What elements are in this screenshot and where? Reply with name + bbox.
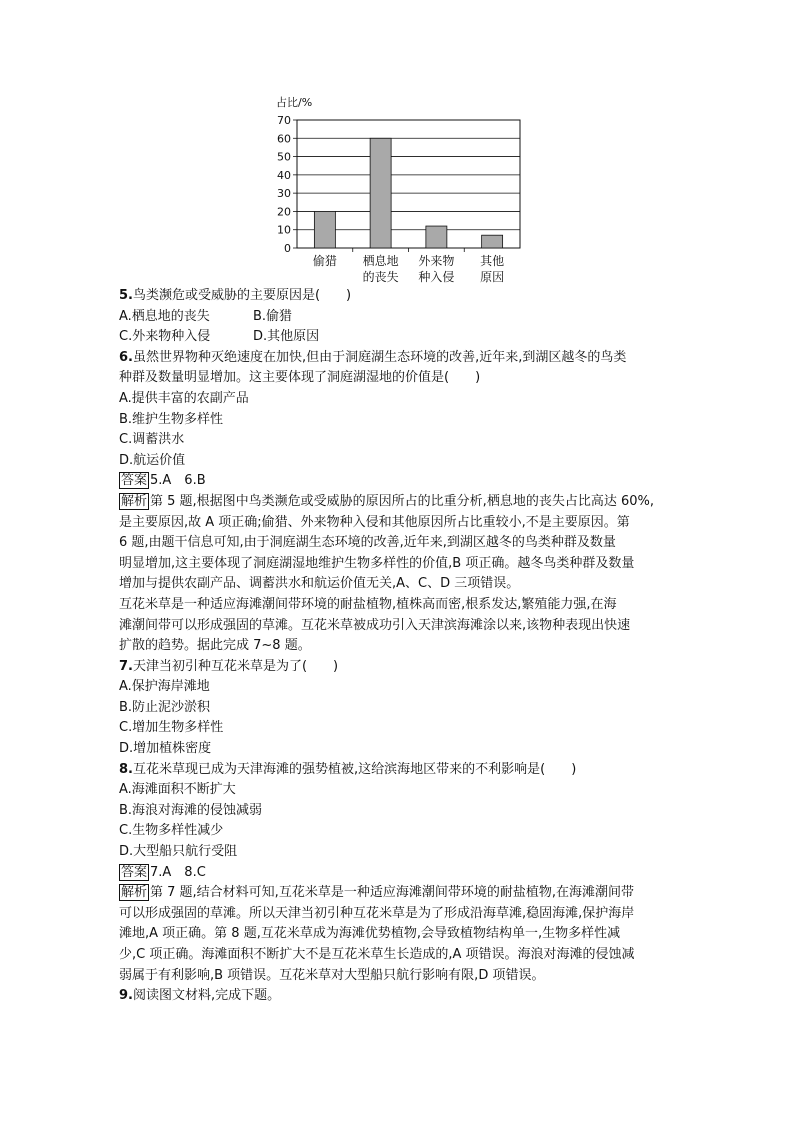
x-category-label: 外来物	[418, 254, 455, 268]
q8-stem: 互花米草现已成为天津海滩的强势植被,这给滨海地区带来的不利影响是( )	[132, 761, 577, 777]
y-tick-labels	[277, 114, 291, 255]
q7-number: 7.	[119, 658, 133, 674]
q5-option-b: B.偷猎	[253, 308, 293, 324]
q5-option-d: D.其他原因	[253, 329, 320, 345]
y-tick-label: 0	[284, 242, 291, 255]
analysis-text: 第 5 题,根据图中鸟类濒危或受威胁的原因所占的比重分析,栖息地的丧失占比高达 60%,	[150, 493, 654, 509]
analysis-line: 6 题,由题干信息可知,由于洞庭湖生态环境的改善,近年来,到湖区越冬的鸟类种群及数量	[119, 535, 616, 551]
answer-text: 7.A 8.C	[150, 864, 206, 880]
q6-number: 6.	[119, 349, 133, 365]
analysis-line: 滩地,A 项正确。第 8 题,互花米草成为海滩优势植物,会导致植物结构单一,生物多样性减	[119, 926, 621, 942]
analysis-line: 明显增加,这主要体现了洞庭湖湿地维护生物多样性的价值,B 项正确。越冬鸟类种群及数量	[119, 555, 635, 571]
q6-option-b: B.维护生物多样性	[119, 411, 224, 427]
q5-options-row-1	[119, 307, 679, 328]
y-tick-label: 60	[277, 132, 291, 146]
material-line: 扩散的趋势。据此完成 7~8 题。	[119, 638, 311, 654]
y-tick-label: 30	[277, 187, 291, 201]
q5-options-row-2	[119, 327, 679, 348]
y-tick-label: 40	[277, 168, 291, 182]
q5-option-c: C.外来物种入侵	[119, 329, 211, 345]
x-category-label: 的丧失	[362, 270, 399, 284]
q5-option-a: A.栖息地的丧失	[119, 308, 210, 324]
q7-option-a: A.保护海岸滩地	[119, 679, 210, 695]
question-content	[119, 286, 679, 1007]
analysis-line-2	[119, 883, 679, 904]
analysis-tag: 解析	[121, 493, 148, 509]
answer-tag: 答案	[121, 473, 148, 489]
q5-number: 5.	[119, 288, 133, 303]
q6-stem-line-2: 种群及数量明显增加。这主要体现了洞庭湖湿地的价值是( )	[119, 370, 481, 386]
q6-stem-line-1	[119, 348, 679, 369]
y-tick-label: 10	[277, 223, 291, 237]
analysis-text: 第 7 题,结合材料可知,互花米草是一种适应海滩潮间带环境的耐盐植物,在海滩潮间带	[150, 885, 634, 901]
q8-stem-line	[119, 760, 679, 781]
q8-option-b: B.海浪对海滩的侵蚀减弱	[119, 802, 263, 818]
analysis-line: 是主要原因,故 A 项正确;偷猎、外来物种入侵和其他原因所占比重较小,不是主要原因。第	[119, 514, 630, 530]
answer-tag: 答案	[121, 864, 148, 880]
q8-option-a: A.海滩面积不断扩大	[119, 782, 236, 798]
analysis-line: 增加与提供农副产品、调蓄洪水和航运价值无关,A、C、D 三项错误。	[119, 576, 520, 592]
x-category-label: 原因	[480, 270, 505, 284]
q8-option-d: D.大型船只航行受阻	[119, 844, 238, 860]
q9-stem-line	[119, 986, 679, 1007]
q8-number: 8.	[119, 761, 133, 777]
analysis-tag: 解析	[121, 885, 148, 901]
y-tick-label: 70	[277, 114, 291, 127]
material-line: 互花米草是一种适应海滩潮间带环境的耐盐植物,植株高而密,根系发达,繁殖能力强,在海	[119, 596, 617, 612]
y-axis-label: 占比/%	[276, 96, 313, 109]
answer-line-1	[119, 471, 679, 492]
q6-option-c: C.调蓄洪水	[119, 432, 185, 448]
y-tick-label: 20	[277, 205, 291, 219]
x-category-label: 栖息地	[362, 254, 399, 268]
q6-stem-1: 虽然世界物种灭绝速度在加快,但由于洞庭湖生态环境的改善,近年来,到湖区越冬的鸟类	[132, 349, 627, 365]
answer-text: 5.A 6.B	[150, 473, 206, 489]
q8-option-c: C.生物多样性减少	[119, 823, 224, 839]
q9-stem: 阅读图文材料,完成下题。	[132, 988, 281, 1004]
q6-option-d: D.航运价值	[119, 452, 186, 468]
analysis-line: 弱属于有利影响,B 项错误。互花米草对大型船只航行影响有限,D 项错误。	[119, 967, 545, 983]
bar	[482, 235, 503, 248]
x-category-label: 偷猎	[312, 254, 337, 268]
analysis-line-1	[119, 492, 679, 513]
answer-line-2	[119, 863, 679, 884]
q5-stem: 鸟类濒危或受威胁的主要原因是( )	[132, 288, 352, 303]
q7-stem-line	[119, 657, 679, 678]
q9-number: 9.	[119, 988, 133, 1004]
q7-option-b: B.防止泥沙淤积	[119, 699, 211, 715]
q6-option-a: A.提供丰富的农副产品	[119, 390, 249, 406]
bar	[426, 226, 447, 248]
q7-option-d: D.增加植株密度	[119, 741, 212, 757]
q7-option-c: C.增加生物多样性	[119, 720, 224, 736]
analysis-line: 少,C 项正确。海滩面积不断扩大不是互花米草生长造成的,A 项错误。海浪对海滩的侵蚀减	[119, 947, 635, 962]
x-category-labels	[313, 253, 504, 284]
x-category-label: 其他	[480, 254, 505, 268]
material-line: 滩潮间带可以形成强固的草滩。互花米草被成功引入天津滨海滩涂以来,该物种表现出快速	[119, 617, 631, 633]
bar	[370, 138, 391, 248]
analysis-line: 可以形成强固的草滩。所以天津当初引种互花米草是为了形成沿海草滩,稳固海滩,保护海岸	[119, 905, 635, 921]
x-category-label: 种入侵	[418, 270, 455, 284]
y-tick-label: 50	[277, 150, 291, 164]
q5-stem-line	[119, 286, 679, 307]
bar	[314, 211, 335, 248]
q7-stem: 天津当初引种互花米草是为了( )	[132, 658, 339, 674]
x-tick-marks	[353, 248, 465, 252]
bar-chart	[262, 92, 532, 284]
